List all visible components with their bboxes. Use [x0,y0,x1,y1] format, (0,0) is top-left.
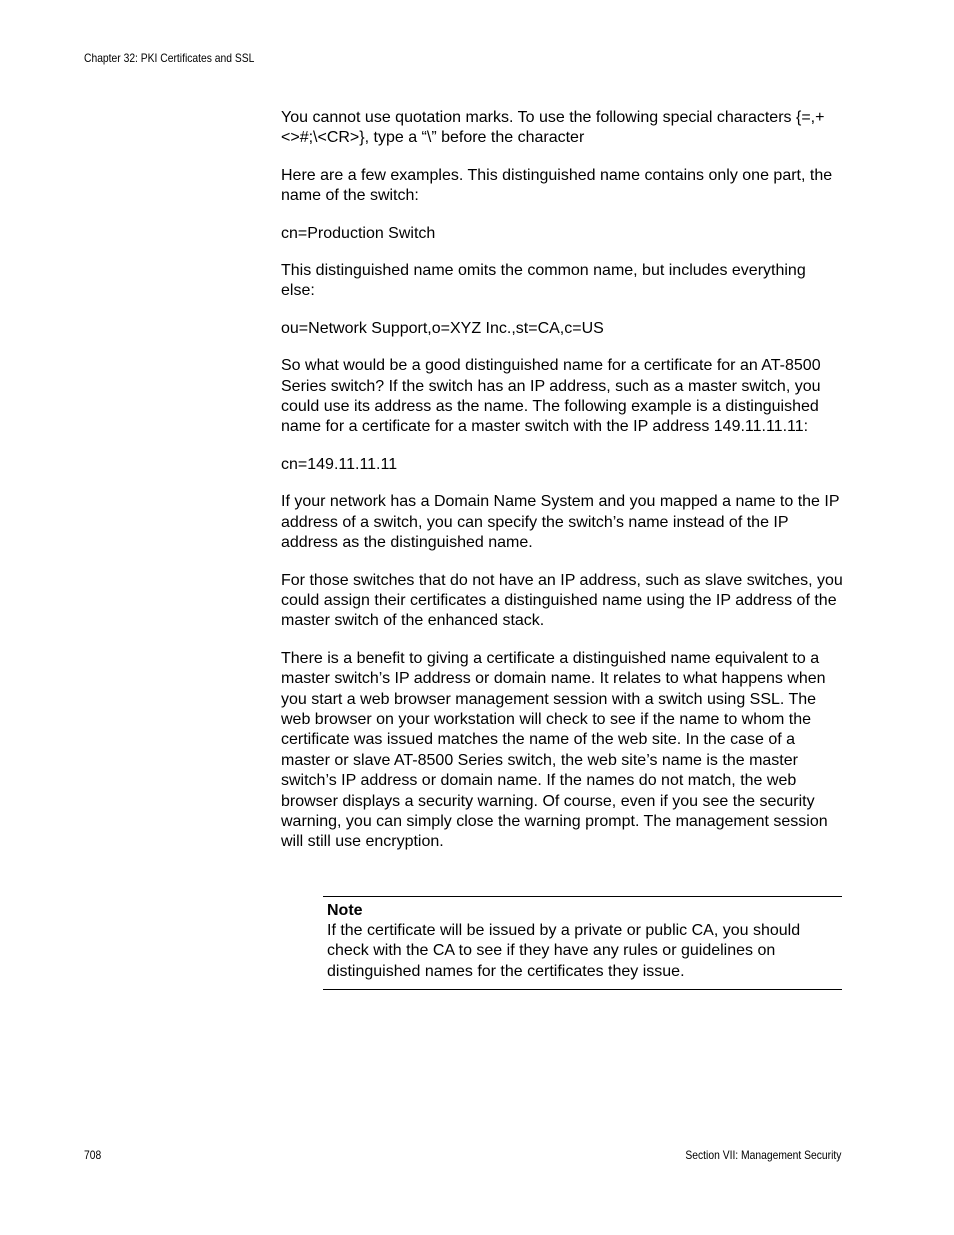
paragraph-slave-switches: For those switches that do not have an IP address, such as slave switches, you could assign their certificates a distinguished name using the IP address of the master switch of the enhanced stack. [281,571,843,630]
page-number: 708 [84,1148,102,1162]
paragraph-domain-name-system: If your network has a Domain Name System and you mapped a name to the IP address of a switch, you can specify the switch’s name instead of the IP address as the distinguished name. [281,493,840,552]
paragraph-omits-common-name: This distinguished name omits the common name, but includes everything else: [281,262,806,300]
running-header: Chapter 32: PKI Certificates and SSL [84,51,255,65]
note-box [323,896,842,990]
example-cn-ip-address: cn=149.11.11.11 [281,455,398,473]
note-text: If the certificate will be issued by a private or public CA, you should check with the CA to see if they have any rules or guidelines on distinguished names for the certificates they issue. [327,922,801,980]
example-cn-production-switch: cn=Production Switch [281,224,436,242]
paragraph-benefit: There is a benefit to giving a certificate a distinguished name equivalent to a master switch’s IP address or domain name. It relates to what happens when you start a web browser management session with a switch using SSL. The web browser on your workstation will check to see if the name to whom the certificate was issued matches the name of the web site. In the case of a master or slave AT-8500 Series switch, the web site’s name is the master switch’s IP address or domain name. If the names do not match, the web browser displays a security warning. Of course, even if you see the security warning, you can simply close the warning prompt. The management session will still use encryption. [281,649,828,851]
body-text [281,108,843,870]
paragraph-good-distinguished-name: So what would be a good distinguished name for a certificate for an AT-8500 Series switch? If the switch has an IP address, such as a master switch, you could use its address as the name. The following example is a distinguished name for a certificate for a master switch with the IP address 149.11.11.11: [281,357,821,436]
paragraph-special-characters: You cannot use quotation marks. To use the following special characters {=,+<>#;\<CR>}, type a “\” before the character [281,109,825,147]
example-ou-network-support: ou=Network Support,o=XYZ Inc.,st=CA,c=US [281,319,604,337]
paragraph-examples-intro: Here are a few examples. This distinguished name contains only one part, the name of the switch: [281,166,833,205]
note-title: Note [327,902,363,919]
section-title: Section VII: Management Security [684,1148,841,1162]
